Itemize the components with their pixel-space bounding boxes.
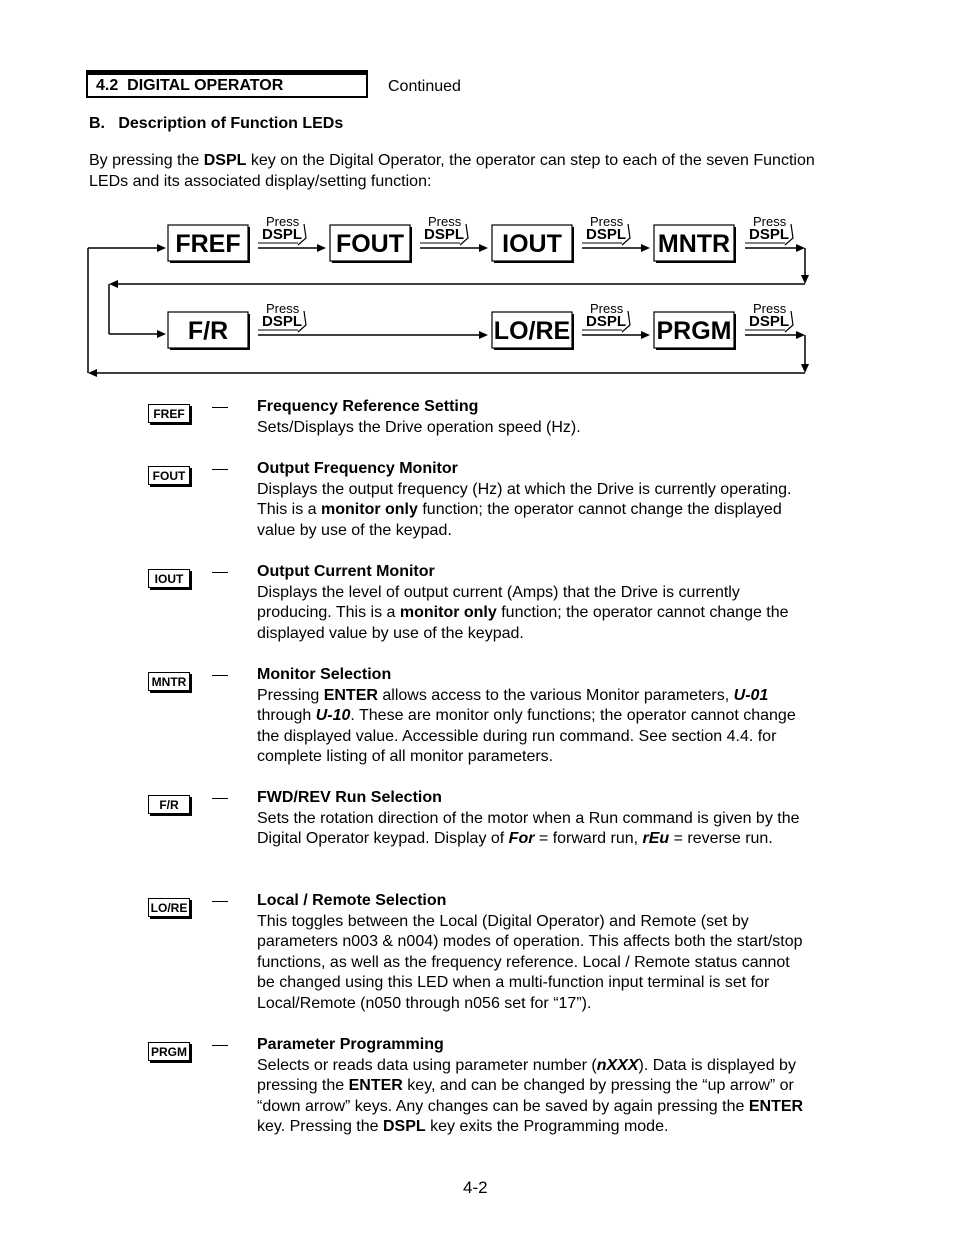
press-2-arrowhead xyxy=(479,244,488,252)
led-prgm-text-3: ENTER xyxy=(348,1077,403,1095)
led-fout-badge: FOUT xyxy=(148,466,190,485)
led-lo-re-description xyxy=(257,891,807,1015)
led-f-r-badge: F/R xyxy=(148,795,190,814)
press-5-arrowhead xyxy=(479,331,488,339)
led-lo-re-title: Local / Remote Selection xyxy=(257,892,447,909)
led-prgm-title: Parameter Programming xyxy=(257,1036,444,1053)
led-mntr-text-3: U-01 xyxy=(733,686,769,704)
led-f-r-dash xyxy=(212,798,228,799)
press-6-key-text: DSPL xyxy=(586,313,627,330)
led-fout-title: Output Frequency Monitor xyxy=(257,460,458,477)
led-mntr-text-1: ENTER xyxy=(323,686,378,704)
led-lo-re-label: LO/RE xyxy=(493,317,571,345)
press-4-arrowhead xyxy=(796,244,805,252)
press-1-arrowhead xyxy=(317,244,326,252)
led-iout-text-1: monitor only xyxy=(399,604,497,622)
led-f-r-description xyxy=(257,788,807,850)
press-7-press-text: Press xyxy=(753,301,787,316)
subheading: B. Description of Function LEDs xyxy=(89,115,344,132)
continued-label: Continued xyxy=(388,78,461,95)
press-6-press-text: Press xyxy=(590,301,624,316)
led-prgm-text-4: key, and can be changed by pressing the “up arrow” or “down arrow” keys. Any changes can be saved by again pressing the xyxy=(257,1077,794,1115)
loop-2-in-arrowhead xyxy=(157,244,166,252)
press-5-key-text: DSPL xyxy=(262,313,303,330)
section-label: 4.2 DIGITAL OPERATOR xyxy=(96,77,284,94)
loop-1-down-arrowhead xyxy=(801,275,809,284)
led-prgm-text-8: key exits the Programming mode. xyxy=(425,1118,669,1136)
press-3-key-text: DSPL xyxy=(586,226,627,243)
led-fout-text-1: monitor only xyxy=(321,501,418,519)
loop-2-down-arrowhead xyxy=(801,364,809,373)
led-f-r-label: F/R xyxy=(187,317,229,345)
led-fref-dash xyxy=(212,407,228,408)
led-mntr-description xyxy=(257,665,807,768)
press-1-key-text: DSPL xyxy=(262,226,303,243)
led-iout-title: Output Current Monitor xyxy=(257,563,435,580)
led-fout-text-0: Displays the output frequency (Hz) at which the Drive is currently operating. This is a xyxy=(257,480,792,519)
press-6-arrowhead xyxy=(641,331,650,339)
page-number: 4-2 xyxy=(463,1178,488,1197)
led-prgm-badge: PRGM xyxy=(148,1042,190,1061)
led-prgm-text-5: ENTER xyxy=(748,1097,804,1115)
led-f-r-text-3: rEu xyxy=(642,830,670,848)
led-prgm-description xyxy=(257,1035,807,1138)
press-5-press-text: Press xyxy=(266,301,300,316)
led-sequence-diagram xyxy=(0,0,954,400)
loop-2-back-arrowhead xyxy=(88,369,97,377)
led-iout-badge: IOUT xyxy=(148,569,190,588)
led-fout-dash xyxy=(212,469,228,470)
loop-1-back-arrowhead xyxy=(109,280,118,288)
led-fout-label: FOUT xyxy=(335,230,405,258)
press-3-press-text: Press xyxy=(590,214,624,229)
led-iout-dash xyxy=(212,572,228,573)
led-mntr-label: MNTR xyxy=(657,230,731,258)
led-prgm-label: PRGM xyxy=(656,317,732,345)
led-fref-label: FREF xyxy=(175,230,241,258)
led-iout-text-0: Displays the level of output current (Amps) that the Drive is currently producing. This is a xyxy=(257,583,740,622)
led-f-r-text-4: = reverse run. xyxy=(669,830,773,848)
led-mntr-text-0: Pressing xyxy=(257,686,324,704)
led-fout-description xyxy=(257,459,807,541)
led-mntr-title: Monitor Selection xyxy=(257,666,392,683)
led-mntr-dash xyxy=(212,675,228,676)
led-fout-text-2: function; the operator cannot change the displayed value by use of the keypad. xyxy=(257,501,782,539)
led-prgm-text-1: nXXX xyxy=(596,1056,639,1074)
press-2-press-text: Press xyxy=(428,214,462,229)
led-fref-description xyxy=(257,397,807,438)
led-prgm-text-7: DSPL xyxy=(382,1118,426,1136)
led-prgm-text-2: ). Data is displayed by pressing the xyxy=(257,1056,796,1095)
led-iout-text-2: function; the operator cannot change the displayed value by use of the keypad. xyxy=(257,604,789,642)
loop-1-in-arrowhead xyxy=(157,330,166,338)
led-prgm-dash xyxy=(212,1045,228,1046)
led-iout-label: IOUT xyxy=(502,230,562,258)
led-f-r-text-1: For xyxy=(508,830,535,848)
led-fref-text-0: Sets/Displays the Drive operation speed (Hz). xyxy=(257,418,581,436)
led-fref-title: Frequency Reference Setting xyxy=(257,398,479,415)
press-4-press-text: Press xyxy=(753,214,787,229)
led-mntr-text-4: through xyxy=(257,707,316,725)
intro-text-1: By pressing the xyxy=(89,152,204,169)
intro-text-2: key on the Digital Operator, the operator can step to each of the seven Function LEDs and its associated display/setting function: xyxy=(89,152,815,190)
led-f-r-text-0: Sets the rotation direction of the motor when a Run command is given by the Digital Operator keypad. Display of xyxy=(257,809,800,848)
press-1-press-text: Press xyxy=(266,214,300,229)
press-4-key-text: DSPL xyxy=(749,226,790,243)
led-f-r-text-2: = forward run, xyxy=(534,830,643,848)
led-prgm-text-0: Selects or reads data using parameter number ( xyxy=(257,1056,597,1074)
led-lo-re-dash xyxy=(212,901,228,902)
led-lo-re-badge: LO/RE xyxy=(148,898,190,917)
led-iout-description xyxy=(257,562,807,644)
led-fref-badge: FREF xyxy=(148,404,190,423)
led-mntr-text-2: allows access to the various Monitor parameters, xyxy=(377,686,734,704)
led-mntr-badge: MNTR xyxy=(148,672,190,691)
press-3-arrowhead xyxy=(641,244,650,252)
led-mntr-text-5: U-10 xyxy=(315,707,351,725)
led-f-r-title: FWD/REV Run Selection xyxy=(257,789,442,806)
press-7-key-text: DSPL xyxy=(749,313,790,330)
press-7-arrowhead xyxy=(796,331,805,339)
led-prgm-text-6: key. Pressing the xyxy=(257,1118,383,1136)
led-lo-re-text-0: This toggles between the Local (Digital Operator) and Remote (set by parameters n003 & n004) modes of operation. This affects both the start/stop functions, as well as the frequency reference. Local / Remote status cannot be changed using this LED when a multi-function input terminal is set for Local/Remote (n050 through n056 set for “17”). xyxy=(257,912,803,1012)
press-2-key-text: DSPL xyxy=(424,226,465,243)
intro-key: DSPL xyxy=(203,152,247,169)
led-mntr-text-6: . These are monitor only functions; the operator cannot change the displayed value. Accessible during run command. See section 4.4. for complete listing of all monitor parameters. xyxy=(257,707,796,766)
